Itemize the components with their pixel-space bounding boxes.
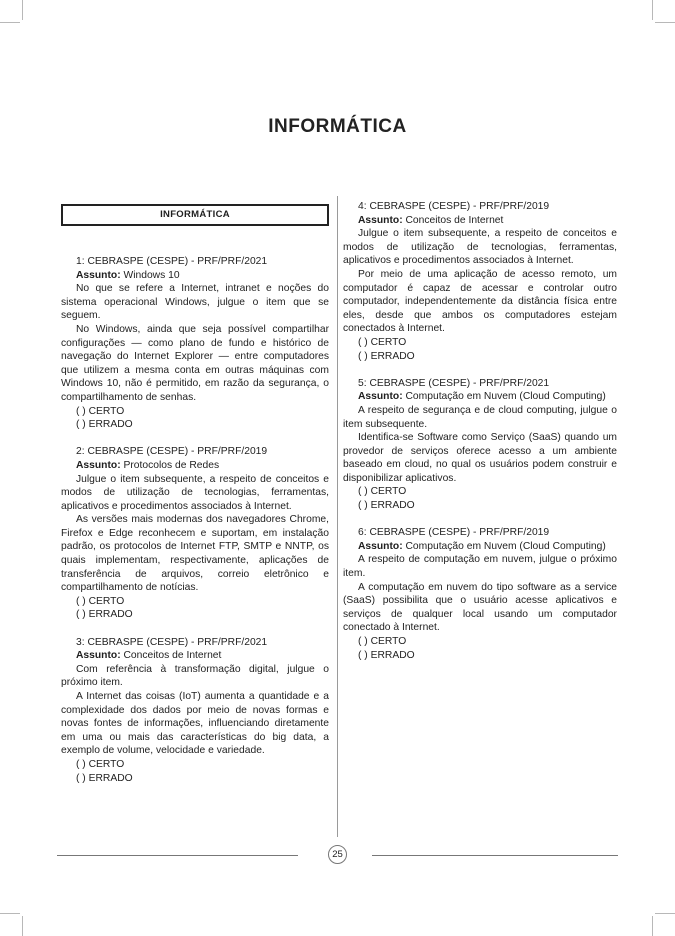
right-column — [343, 200, 617, 676]
crop-mark — [0, 22, 20, 23]
question-paragraph: As versões mais modernas dos navegadores Chrome, Firefox e Edge reconhecem e suportam, em instalação padrão, os protocolos de Internet FTP, SMTP e NNTP, os quais implementam, respectivamente, aplicações de transferência de arquivos, correio eletrônico e compartilhamento de notícias. — [61, 514, 329, 594]
question-topic — [61, 269, 329, 283]
footer-rule-left — [57, 855, 298, 856]
question-paragraph: A Internet das coisas (IoT) aumenta a quantidade e a complexidade dos dados por meio de novas formas e novas fontes de informações, influenciando diretamente em uma ou mais das características do big data, a exemplo de volume, velocidade e variedade. — [61, 691, 329, 757]
question-block — [343, 526, 617, 662]
question-paragraph: No Windows, ainda que seja possível compartilhar configurações — como plano de fundo e histórico de navegação do Internet Explorer — entre computadores que utilizem a mesma conta em outras máquinas com Windows 10, não é permitido, em razão da segurança, o compartilhamento de senhas. — [61, 323, 329, 403]
topic-label: Assunto: — [358, 391, 403, 403]
topic-value: Windows 10 — [123, 269, 180, 281]
question-header: 2: CEBRASPE (CESPE) - PRF/PRF/2019 — [76, 446, 268, 458]
page-number: 25 — [328, 845, 347, 864]
crop-mark — [0, 913, 20, 914]
section-header: INFORMÁTICA — [61, 204, 329, 226]
question-paragraph: Julgue o item subsequente, a respeito de conceitos e modos de utilização de tecnologias, ferramentas, aplicativos e procedimentos associados à Internet. — [61, 473, 329, 512]
option-certo: ( ) CERTO — [358, 336, 407, 348]
topic-label: Assunto: — [76, 650, 121, 662]
option-errado: ( ) ERRADO — [76, 609, 133, 621]
question-topic — [343, 214, 617, 228]
question-paragraph: Identifica-se Software como Serviço (SaaS) quando um provedor de serviços oferece acesso a um ambiente baseado em cloud, no qual os usuários podem construir e disponibilizar aplicativos. — [343, 432, 617, 484]
question-topic — [343, 390, 617, 404]
option-certo: ( ) CERTO — [358, 636, 407, 647]
question-header: 3: CEBRASPE (CESPE) - PRF/PRF/2021 — [76, 636, 268, 648]
question-block — [343, 377, 617, 513]
question-paragraph: Com referência à transformação digital, julgue o próximo item. — [61, 663, 329, 689]
topic-value: Conceitos de Internet — [123, 650, 222, 662]
crop-mark — [22, 0, 23, 20]
question-header: 4: CEBRASPE (CESPE) - PRF/PRF/2019 — [358, 201, 550, 212]
topic-label: Assunto: — [76, 459, 121, 471]
option-errado: ( ) ERRADO — [358, 500, 415, 512]
crop-mark — [655, 22, 675, 23]
question-paragraph: Por meio de uma aplicação de acesso remoto, um computador é capaz de acessar e controlar outro computador, independentemente da distância física entre eles, desde que ambos os computadores estejam conectados à Internet. — [343, 268, 617, 335]
crop-mark — [655, 913, 675, 914]
question-block — [61, 255, 329, 432]
question-paragraph: A respeito de computação em nuvem, julgue o próximo item. — [343, 554, 617, 580]
topic-value: Computação em Nuvem (Cloud Computing) — [405, 391, 606, 403]
option-errado: ( ) ERRADO — [76, 772, 133, 784]
section-spacer — [61, 226, 329, 255]
option-certo: ( ) CERTO — [358, 486, 407, 498]
column-divider — [337, 196, 338, 837]
crop-mark — [22, 916, 23, 936]
option-errado: ( ) ERRADO — [358, 649, 415, 661]
question-block — [61, 636, 329, 786]
question-topic — [343, 540, 617, 554]
topic-value: Protocolos de Redes — [123, 459, 220, 471]
question-paragraph: Julgue o item subsequente, a respeito de conceitos e modos de utilização de tecnologias, ferramentas, aplicativos e procedimentos associados à Internet. — [343, 228, 617, 267]
question-topic — [61, 649, 329, 663]
crop-mark — [652, 916, 653, 936]
question-paragraph: A computação em nuvem do tipo software as a service (SaaS) possibilita que o usuário acesse aplicativos e serviços de qualquer local usando um computador conectado à Internet. — [343, 581, 617, 634]
topic-label: Assunto: — [76, 269, 121, 281]
topic-value: Computação em Nuvem (Cloud Computing) — [405, 540, 606, 552]
page-title: INFORMÁTICA — [268, 116, 407, 137]
option-certo: ( ) CERTO — [76, 405, 125, 417]
topic-label: Assunto: — [358, 214, 403, 226]
topic-label: Assunto: — [358, 540, 403, 552]
question-header: 1: CEBRASPE (CESPE) - PRF/PRF/2021 — [76, 256, 268, 267]
question-header: 5: CEBRASPE (CESPE) - PRF/PRF/2021 — [358, 377, 550, 389]
left-column — [61, 204, 329, 799]
question-block — [343, 200, 617, 363]
question-paragraph: No que se refere a Internet, intranet e noções do sistema operacional Windows, julgue o item que se seguem. — [61, 283, 329, 322]
option-certo: ( ) CERTO — [76, 758, 125, 770]
option-certo: ( ) CERTO — [76, 595, 125, 607]
question-topic — [61, 459, 329, 473]
footer-rule-right — [372, 855, 618, 856]
question-block — [61, 445, 329, 622]
question-header: 6: CEBRASPE (CESPE) - PRF/PRF/2019 — [358, 527, 550, 539]
question-paragraph: A respeito de segurança e de cloud computing, julgue o item subsequente. — [343, 404, 617, 430]
option-errado: ( ) ERRADO — [76, 419, 133, 431]
crop-mark — [652, 0, 653, 20]
option-errado: ( ) ERRADO — [358, 350, 415, 362]
topic-value: Conceitos de Internet — [405, 214, 504, 226]
